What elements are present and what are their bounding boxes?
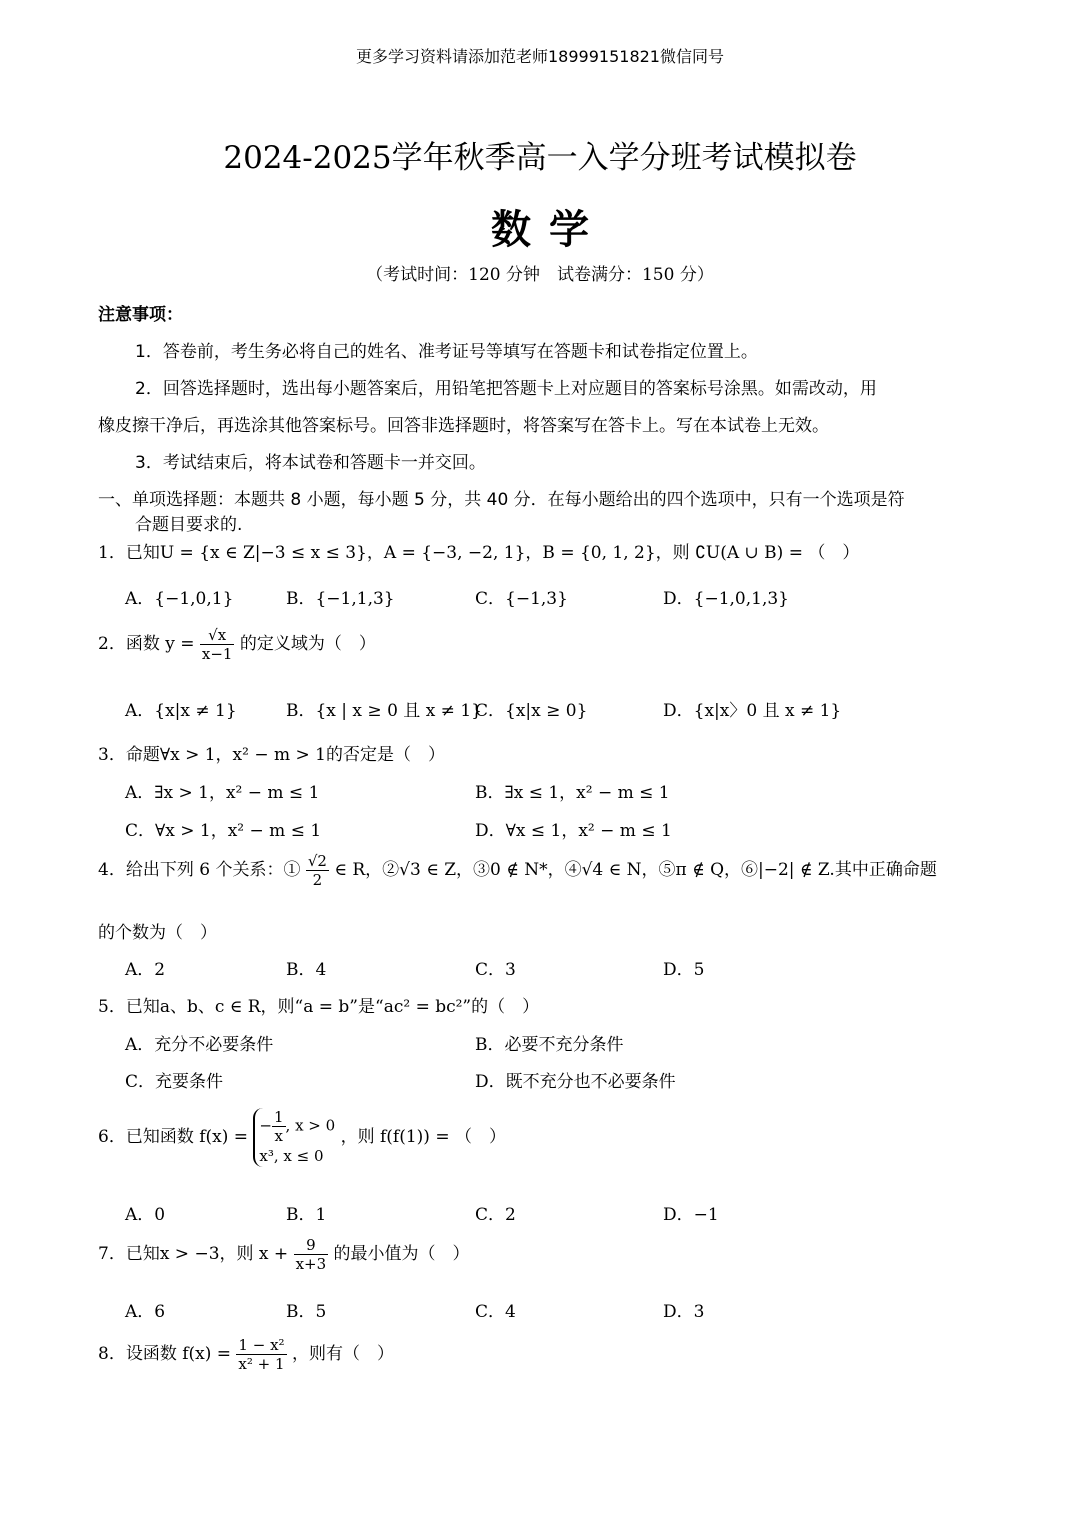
question-1-stem: 1．已知U = {x ∈ Z|−3 ≤ x ≤ 3}，A = {−3, −2, 1}，B = {0, 1, 2}，则 ∁U(A ∪ B) = （ ） [98, 543, 860, 563]
question-4-stem [98, 852, 937, 889]
question-5-option-c: C．充要条件 [125, 1072, 224, 1092]
question-2-option-b: B．{x | x ≥ 0 且 x ≠ 1} [286, 701, 482, 721]
piecewise-case-2: x³, x ≤ 0 [259, 1147, 324, 1165]
question-7-option-b: B．5 [286, 1302, 327, 1322]
fraction-denominator: x [274, 1127, 283, 1145]
question-5-option-b: B．必要不充分条件 [475, 1035, 624, 1055]
question-6-option-b: B．1 [286, 1205, 327, 1225]
question-2-suffix: 的定义域为（ ） [239, 634, 376, 654]
notice-title: 注意事项： [98, 305, 183, 325]
piece-fraction [272, 1108, 286, 1145]
fraction-numerator: 9 [294, 1236, 329, 1255]
question-4-option-c: C．3 [475, 960, 516, 980]
question-3-option-a: A．∃x > 1，x² − m ≤ 1 [125, 783, 320, 803]
question-3-option-d: D．∀x ≤ 1，x² − m ≤ 1 [475, 821, 672, 841]
question-2-prefix: 2．函数 y = [98, 634, 195, 654]
question-6-suffix: ，则 f(f(1)) = （ ） [340, 1127, 506, 1147]
question-4-option-d: D．5 [663, 960, 705, 980]
question-2-option-c: C．{x|x ≥ 0} [475, 701, 588, 721]
question-8-fraction [236, 1336, 286, 1373]
fraction-numerator: 1 [274, 1108, 284, 1126]
piecewise-brace [253, 1108, 335, 1167]
question-2-option-a: A．{x|x ≠ 1} [125, 701, 237, 721]
question-4-fraction [306, 852, 329, 889]
question-6-stem [98, 1108, 506, 1167]
notice-item: 橡皮擦干净后，再选涂其他答案标号。回答非选择题时，将答案写在答卡上。写在本试卷上无效。 [98, 416, 829, 436]
question-1-option-b: B．{−1,1,3} [286, 589, 395, 609]
notice-item: 2．回答选择题时，选出每小题答案后，用铅笔把答题卡上对应题目的答案标号涂黑。如需改动，用 [135, 379, 877, 399]
question-7-stem [98, 1236, 470, 1273]
question-7-prefix: 7．已知x > −3，则 x + [98, 1244, 289, 1264]
fraction-numerator: √x [200, 626, 235, 645]
question-7-option-d: D．3 [663, 1302, 705, 1322]
fraction-numerator: √2 [307, 852, 327, 870]
question-5-option-d: D．既不充分也不必要条件 [475, 1072, 676, 1092]
exam-title: 2024-2025学年秋季高一入学分班考试模拟卷 [223, 140, 857, 176]
question-4-option-b: B．4 [286, 960, 327, 980]
fraction-denominator: x² + 1 [238, 1355, 285, 1373]
question-7-fraction [294, 1236, 329, 1273]
question-8-prefix: 8．设函数 f(x) = [98, 1344, 232, 1364]
question-8-suffix: ，则有（ ） [291, 1344, 394, 1364]
question-4-stem-cont: 的个数为（ ） [98, 923, 217, 943]
question-6-option-a: A．0 [125, 1205, 166, 1225]
question-7-option-a: A．6 [125, 1302, 166, 1322]
section-heading-cont: 合题目要求的. [135, 515, 243, 535]
piece-sign: − [259, 1116, 272, 1135]
fraction-numerator: 1 − x² [238, 1336, 285, 1354]
question-4-prefix: 4．给出下列 6 个关系：① [98, 860, 301, 880]
exam-info: （考试时间：120 分钟 试卷满分：150 分） [366, 265, 714, 285]
question-5-stem: 5．已知a、b、c ∈ R，则“a = b”是“ac² = bc²”的（ ） [98, 997, 540, 1017]
subject-title: 数学 [491, 206, 607, 253]
header-note: 更多学习资料请添加范老师18999151821微信同号 [356, 47, 724, 66]
question-2-stem [98, 626, 376, 663]
question-6-prefix: 6．已知函数 f(x) = [98, 1127, 249, 1147]
fraction-denominator: x+3 [295, 1255, 327, 1273]
question-5-option-a: A．充分不必要条件 [125, 1035, 274, 1055]
fraction-denominator: 2 [312, 871, 323, 889]
piece-condition: , x > 0 [285, 1116, 336, 1135]
question-1-option-c: C．{−1,3} [475, 589, 568, 609]
fraction-denominator: x−1 [201, 645, 233, 663]
section-heading: 一、单项选择题：本题共 8 小题，每小题 5 分，共 40 分．在每小题给出的四个选项中，只有一个选项是符 [98, 490, 905, 510]
question-2-fraction [200, 626, 235, 663]
question-4-option-a: A．2 [125, 960, 166, 980]
piecewise-case-1 [259, 1108, 335, 1145]
question-3-option-b: B．∃x ≤ 1，x² − m ≤ 1 [475, 783, 670, 803]
question-6-option-c: C．2 [475, 1205, 516, 1225]
notice-item: 3．考试结束后，将本试卷和答题卡一并交回。 [135, 453, 486, 473]
question-2-option-d: D．{x|x〉0 且 x ≠ 1} [663, 701, 842, 721]
question-4-suffix: ∈ R，②√3 ∈ Z，③0 ∉ N*，④√4 ∈ N，⑤π ∉ Q，⑥|−2| ∉ Z.其中正确命题 [334, 860, 937, 880]
question-1-option-a: A．{−1,0,1} [125, 589, 234, 609]
question-3-stem: 3．命题∀x > 1，x² − m > 1的否定是（ ） [98, 745, 445, 765]
question-8-stem [98, 1336, 394, 1373]
question-7-suffix: 的最小值为（ ） [333, 1244, 470, 1264]
notice-item: 1．答卷前，考生务必将自己的姓名、准考证号等填写在答题卡和试卷指定位置上。 [135, 342, 758, 362]
question-7-option-c: C．4 [475, 1302, 516, 1322]
question-3-option-c: C．∀x > 1，x² − m ≤ 1 [125, 821, 322, 841]
question-1-option-d: D．{−1,0,1,3} [663, 589, 789, 609]
question-6-option-d: D．−1 [663, 1205, 719, 1225]
